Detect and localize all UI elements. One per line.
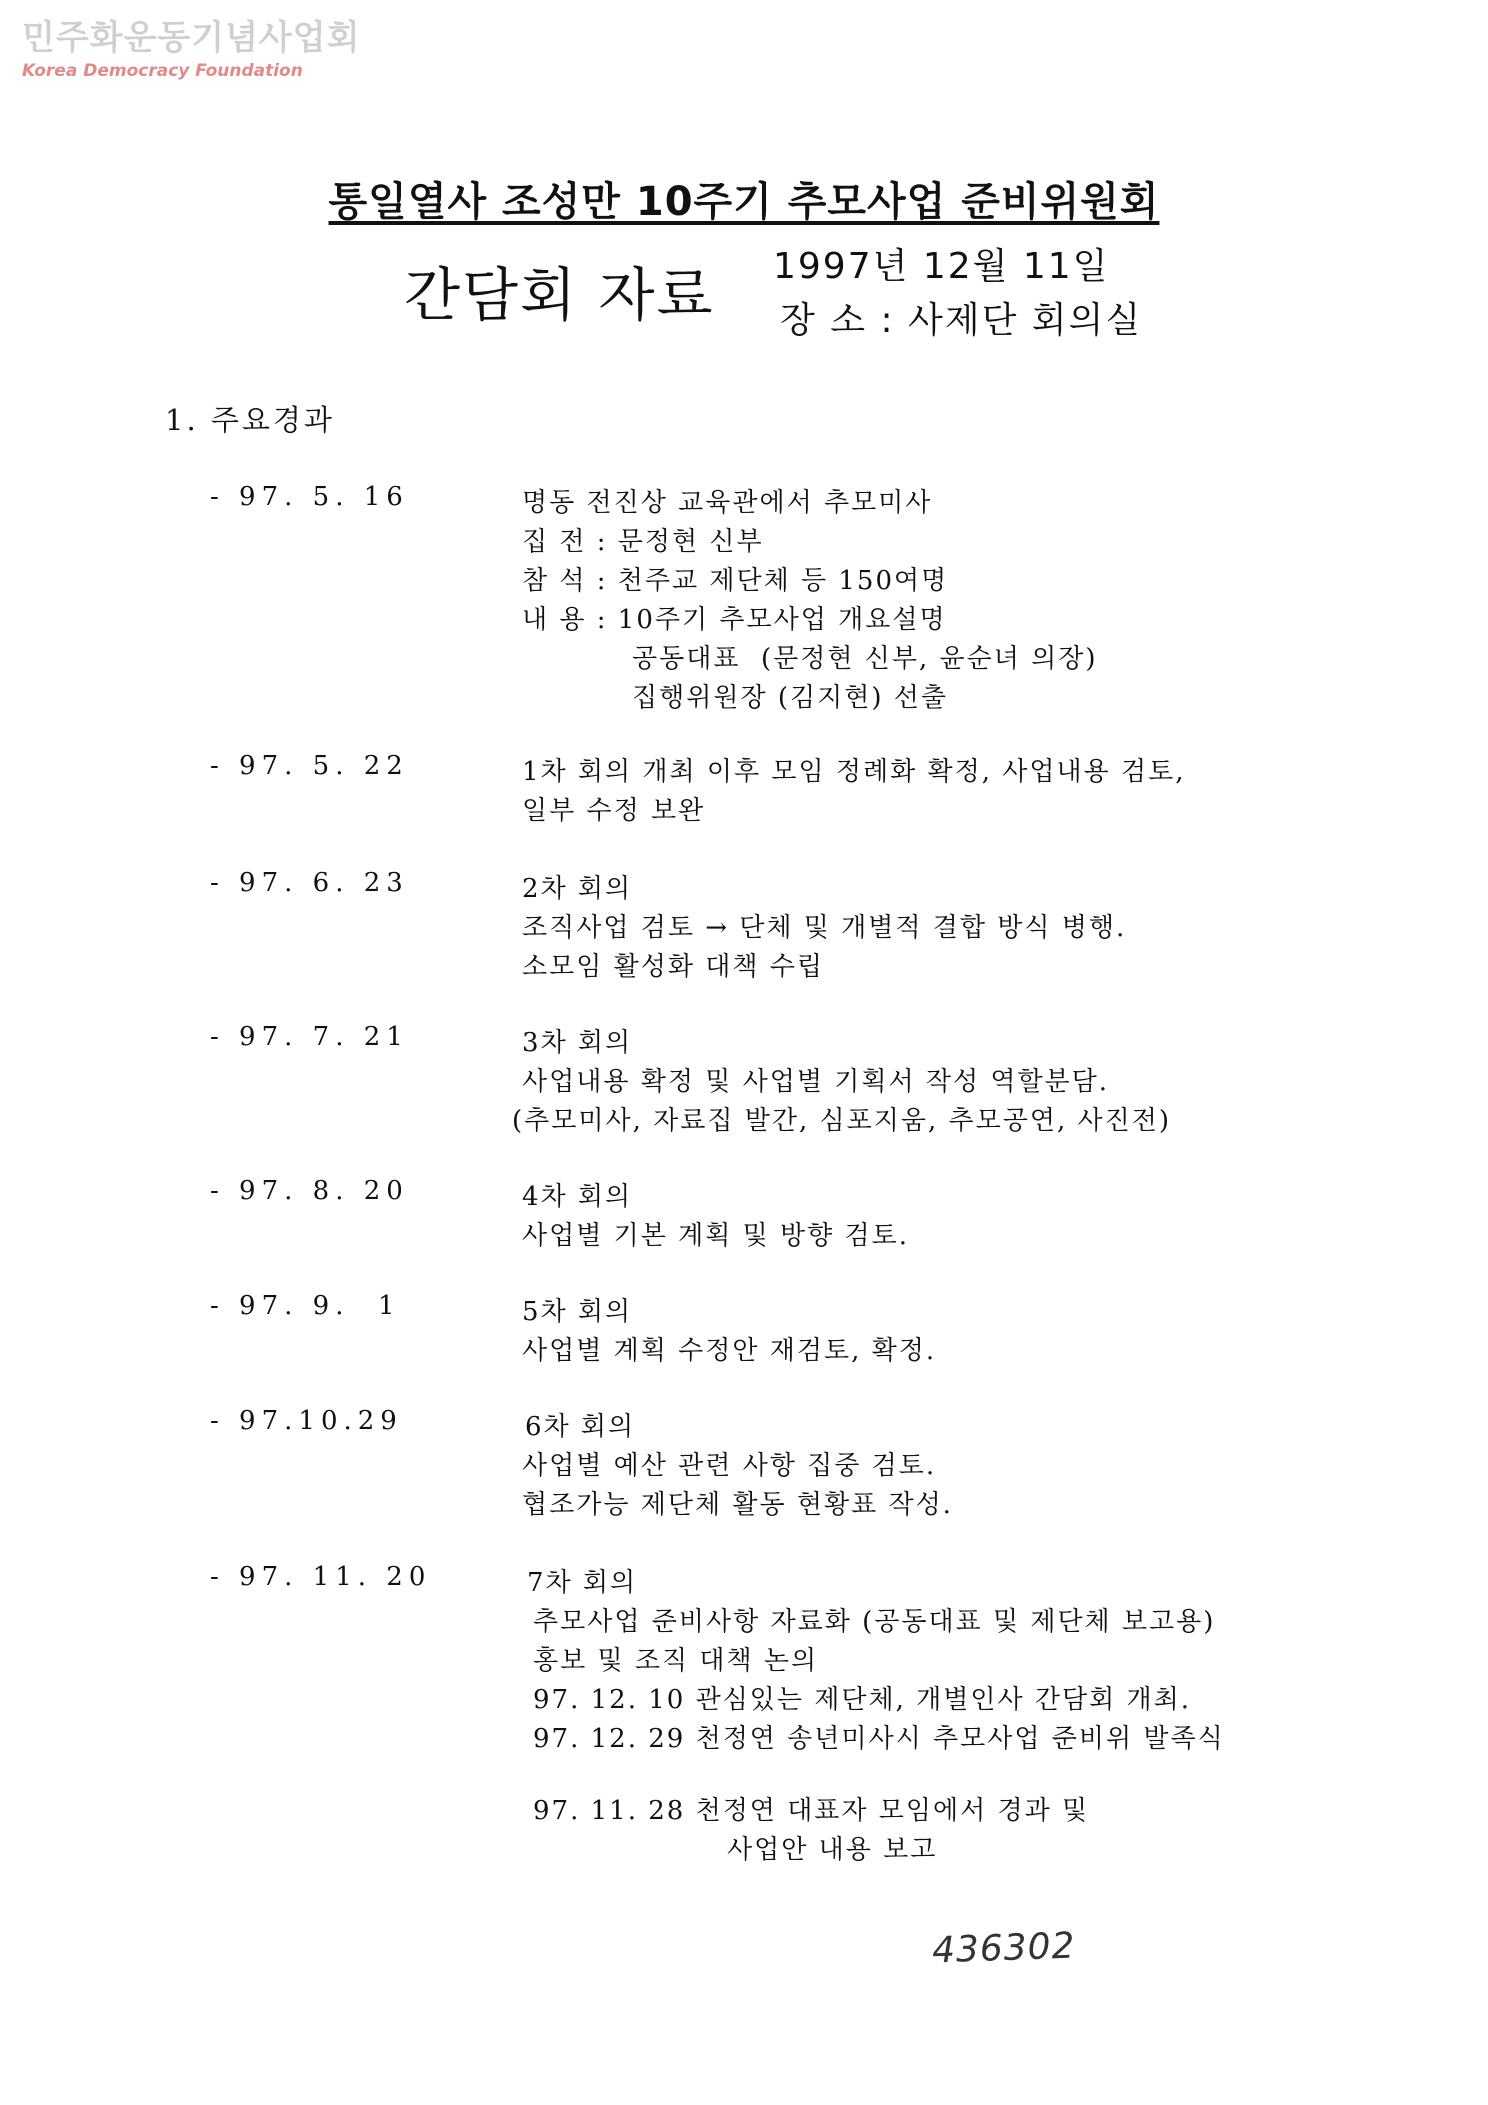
foundation-watermark	[22, 18, 360, 82]
entry-date: - 97. 6. 23	[210, 868, 409, 898]
watermark-korean: 민주화운동기념사업회	[22, 18, 361, 58]
entry-line: 3차 회의	[522, 1028, 633, 1058]
watermark-english: Korea Democracy Foundation	[22, 61, 303, 81]
entry-line: 5차 회의	[522, 1297, 633, 1327]
entry-line: 사업안 내용 보고	[727, 1835, 938, 1865]
meeting-place: 장 소 : 사제단 회의실	[780, 300, 1143, 341]
entry-date: - 97. 9. 1	[210, 1291, 401, 1321]
entry-date: - 97. 8. 20	[210, 1176, 409, 1206]
document-subtitle: 간담회 자료	[404, 261, 715, 329]
entry-line: 사업별 예산 관련 사항 집중 검토.	[522, 1451, 937, 1481]
entry-date: - 97.10.29	[210, 1406, 403, 1436]
entry-line: 1차 회의 개최 이후 모임 정례화 확정, 사업내용 검토,	[522, 757, 1186, 787]
section-heading: 1. 주요경과	[165, 403, 335, 437]
entry-line: 명동 전진상 교육관에서 추모미사	[522, 488, 933, 518]
entry-line: 일부 수정 보완	[522, 796, 706, 826]
entry-line: 97. 12. 29 천정연 송년미사시 추모사업 준비위 발족식	[533, 1724, 1225, 1754]
entry-line: 참 석 : 천주교 제단체 등 150여명	[522, 566, 949, 596]
handwritten-archive-number: 436302	[931, 1925, 1077, 1972]
entry-line: (추모미사, 자료집 발간, 심포지움, 추모공연, 사진전)	[512, 1106, 1171, 1136]
entry-date: - 97. 5. 22	[210, 751, 409, 781]
entry-date: - 97. 5. 16	[210, 482, 409, 512]
entry-line: 97. 11. 28 천정연 대표자 모임에서 경과 및	[533, 1796, 1090, 1826]
document-title: 통일열사 조성만 10주기 추모사업 준비위원회	[328, 179, 1160, 225]
entry-line: 사업별 계획 수정안 재검토, 확정.	[522, 1336, 937, 1366]
entry-date: - 97. 7. 21	[210, 1022, 409, 1052]
entry-date: - 97. 11. 20	[210, 1562, 432, 1592]
entry-line: 사업별 기본 계획 및 방향 검토.	[522, 1221, 909, 1251]
entry-line: 사업내용 확정 및 사업별 기획서 작성 역할분담.	[522, 1067, 1110, 1097]
entry-line: 홍보 및 조직 대책 논의	[533, 1646, 819, 1676]
entry-line: 추모사업 준비사항 자료화 (공동대표 및 제단체 보고용)	[533, 1607, 1216, 1637]
entry-line: 97. 12. 10 관심있는 제단체, 개별인사 간담회 개최.	[533, 1685, 1192, 1715]
entry-line: 협조가능 제단체 활동 현황표 작성.	[522, 1490, 953, 1520]
meeting-date: 1997년 12월 11일	[773, 246, 1110, 287]
entry-line: 집행위원장 (김지현) 선출	[632, 683, 948, 713]
entry-line: 공동대표 (문정현 신부, 윤순녀 의장)	[632, 644, 1098, 674]
entry-line: 7차 회의	[527, 1568, 638, 1598]
entry-line: 내 용 : 10주기 추모사업 개요설명	[522, 605, 947, 635]
entry-line: 집 전 : 문정현 신부	[522, 527, 764, 557]
entry-line: 6차 회의	[525, 1412, 636, 1442]
entry-line: 2차 회의	[522, 874, 633, 904]
entry-line: 조직사업 검토 → 단체 및 개별적 결합 방식 병행.	[522, 913, 1127, 943]
entry-line: 4차 회의	[522, 1182, 633, 1212]
entry-line: 소모임 활성화 대책 수립	[522, 952, 824, 982]
